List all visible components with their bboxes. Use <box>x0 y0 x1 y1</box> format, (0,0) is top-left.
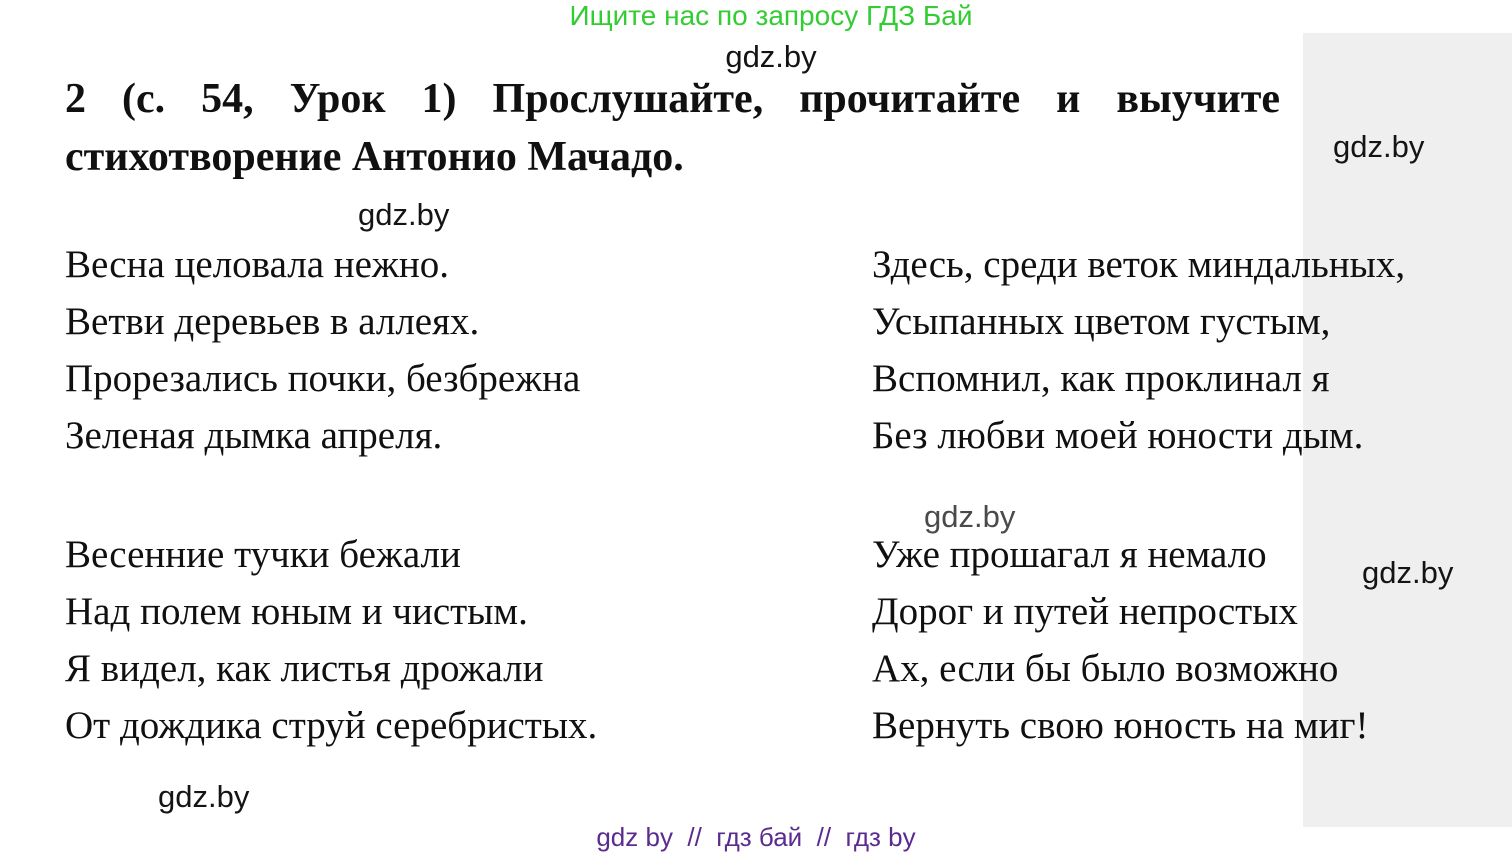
poem-right-stanza2 <box>872 526 1368 754</box>
exercise-heading <box>65 70 1280 186</box>
poem-line: Весенние тучки бежали <box>65 533 461 576</box>
poem-right-stanza1 <box>872 236 1405 464</box>
poem-line: Над полем юным и чистым. <box>65 590 528 633</box>
watermark-under-heading: gdz.by <box>358 197 450 232</box>
poem-line: Весна целовала нежно. <box>65 243 450 286</box>
watermark-panel-mid: gdz.by <box>1362 555 1454 590</box>
watermark-top: gdz.by <box>725 39 817 74</box>
poem-line: Дорог и путей непростых <box>872 590 1298 633</box>
promo-banner: Ищите нас по запросу ГДЗ Бай <box>569 0 973 31</box>
poem-line: Здесь, среди веток миндальных, <box>872 243 1406 286</box>
exercise-heading-line2: стихотворение Антонио Мачадо. <box>65 134 684 180</box>
poem-line: Прорезались почки, безбрежна <box>65 357 581 400</box>
poem-line: Я видел, как листья дрожали <box>65 647 544 690</box>
poem-line: Вспомнил, как проклинал я <box>872 357 1330 400</box>
watermark-panel-top: gdz.by <box>1333 129 1425 164</box>
poem-line: Ах, если бы было возможно <box>872 647 1339 690</box>
poem-left-stanza1 <box>65 236 580 464</box>
watermark-mid-right: gdz.by <box>924 499 1016 534</box>
poem-line: Ветви деревьев в аллеях. <box>65 300 480 343</box>
poem-line: Без любви моей юности дым. <box>872 414 1364 457</box>
poem-line: Зеленая дымка апреля. <box>65 414 443 457</box>
poem-line: Уже прошагал я немало <box>872 533 1267 576</box>
watermark-bottom-left: gdz.by <box>158 779 250 814</box>
poem-line: Вернуть свою юность на миг! <box>872 704 1369 747</box>
exercise-heading-line1: 2 (с. 54, Урок 1) Прослушайте, прочитайте и выучите <box>65 76 1280 122</box>
poem-line: От дождика струй серебристых. <box>65 704 598 747</box>
footer-seo-tags: gdz by // гдз бай // гдз by <box>596 822 916 852</box>
poem-left-stanza2 <box>65 526 597 754</box>
poem-line: Усыпанных цветом густым, <box>872 300 1331 343</box>
